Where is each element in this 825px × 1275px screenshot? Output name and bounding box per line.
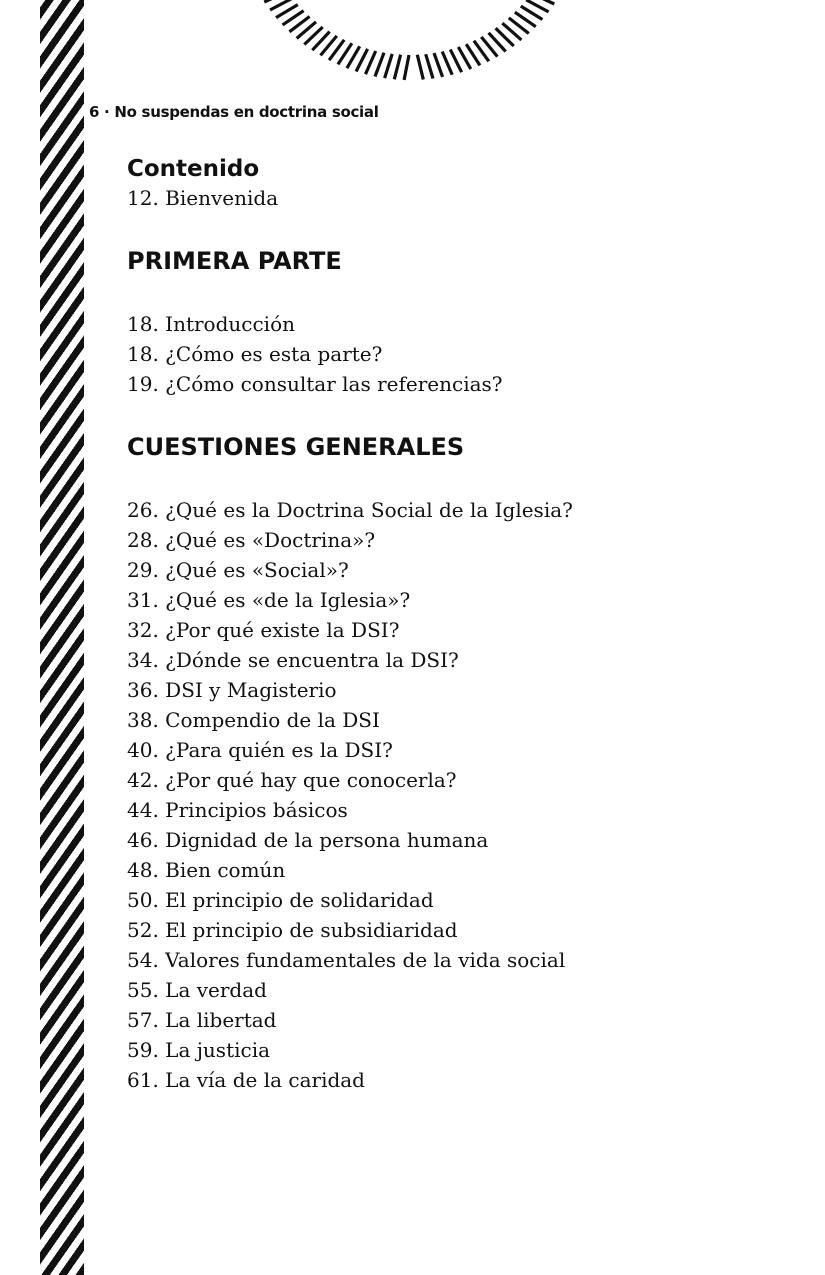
hatched-arc-decoration [240, 0, 580, 95]
toc-entry[interactable]: 61. La vía de la caridad [127, 1068, 365, 1092]
intro-entries [127, 183, 787, 213]
toc-entry[interactable]: 46. Dignidad de la persona humana [127, 828, 489, 852]
toc-entry[interactable]: 42. ¿Por qué hay que conocerla? [127, 768, 457, 792]
toc-entry[interactable]: 12. Bienvenida [127, 186, 279, 210]
section-entries-cuestiones-generales [127, 495, 787, 1095]
toc-entry[interactable]: 40. ¿Para quién es la DSI? [127, 738, 393, 762]
toc-entry[interactable]: 18. ¿Cómo es esta parte? [127, 342, 383, 366]
toc-entry[interactable]: 59. La justicia [127, 1038, 271, 1062]
arc-hatch-mark [426, 54, 433, 78]
toc-entry[interactable]: 50. El principio de solidaridad [127, 888, 434, 912]
toc-entry[interactable]: 57. La libertad [127, 1008, 277, 1032]
toc-entry[interactable]: 54. Valores fundamentales de la vida social [127, 948, 566, 972]
section-heading-cuestiones-generales: CUESTIONES GENERALES [127, 433, 465, 461]
diagonal-stripe-band [40, 0, 84, 1275]
toc-entry[interactable]: 26. ¿Qué es la Doctrina Social de la Iglesia? [127, 498, 573, 522]
toc-entry[interactable]: 19. ¿Cómo consultar las referencias? [127, 372, 503, 396]
toc-entry[interactable]: 36. DSI y Magisterio [127, 678, 337, 702]
toc-entry[interactable]: 29. ¿Qué es «Social»? [127, 558, 349, 582]
arc-hatch-mark [375, 53, 384, 77]
section-heading-primera-parte: PRIMERA PARTE [127, 247, 342, 275]
arc-hatch-mark [366, 51, 376, 74]
toc-title: Contenido [127, 156, 260, 182]
toc-entry[interactable]: 38. Compendio de la DSI [127, 708, 380, 732]
toc-entry[interactable]: 48. Bien común [127, 858, 286, 882]
arc-hatch-mark [442, 52, 452, 75]
table-of-contents [127, 155, 787, 1095]
toc-entry[interactable]: 32. ¿Por qué existe la DSI? [127, 618, 400, 642]
toc-entry[interactable]: 34. ¿Dónde se encuentra la DSI? [127, 648, 459, 672]
toc-entry[interactable]: 28. ¿Qué es «Doctrina»? [127, 528, 376, 552]
arc-hatch-mark [434, 53, 443, 77]
toc-entry[interactable]: 52. El principio de subsidiaridad [127, 918, 458, 942]
arc-hatch-mark [404, 55, 409, 80]
section-entries-primera-parte [127, 309, 787, 399]
arc-hatch-mark [394, 55, 400, 80]
arc-hatch-mark [417, 55, 423, 80]
toc-entry[interactable]: 18. Introducción [127, 312, 295, 336]
toc-entry[interactable]: 44. Principios básicos [127, 798, 348, 822]
arc-hatch-mark [385, 54, 393, 78]
running-head: 6 · No suspendas en doctrina social [89, 103, 379, 121]
toc-entry[interactable]: 31. ¿Qué es «de la Iglesia»? [127, 588, 411, 612]
toc-entry[interactable]: 55. La verdad [127, 978, 267, 1002]
